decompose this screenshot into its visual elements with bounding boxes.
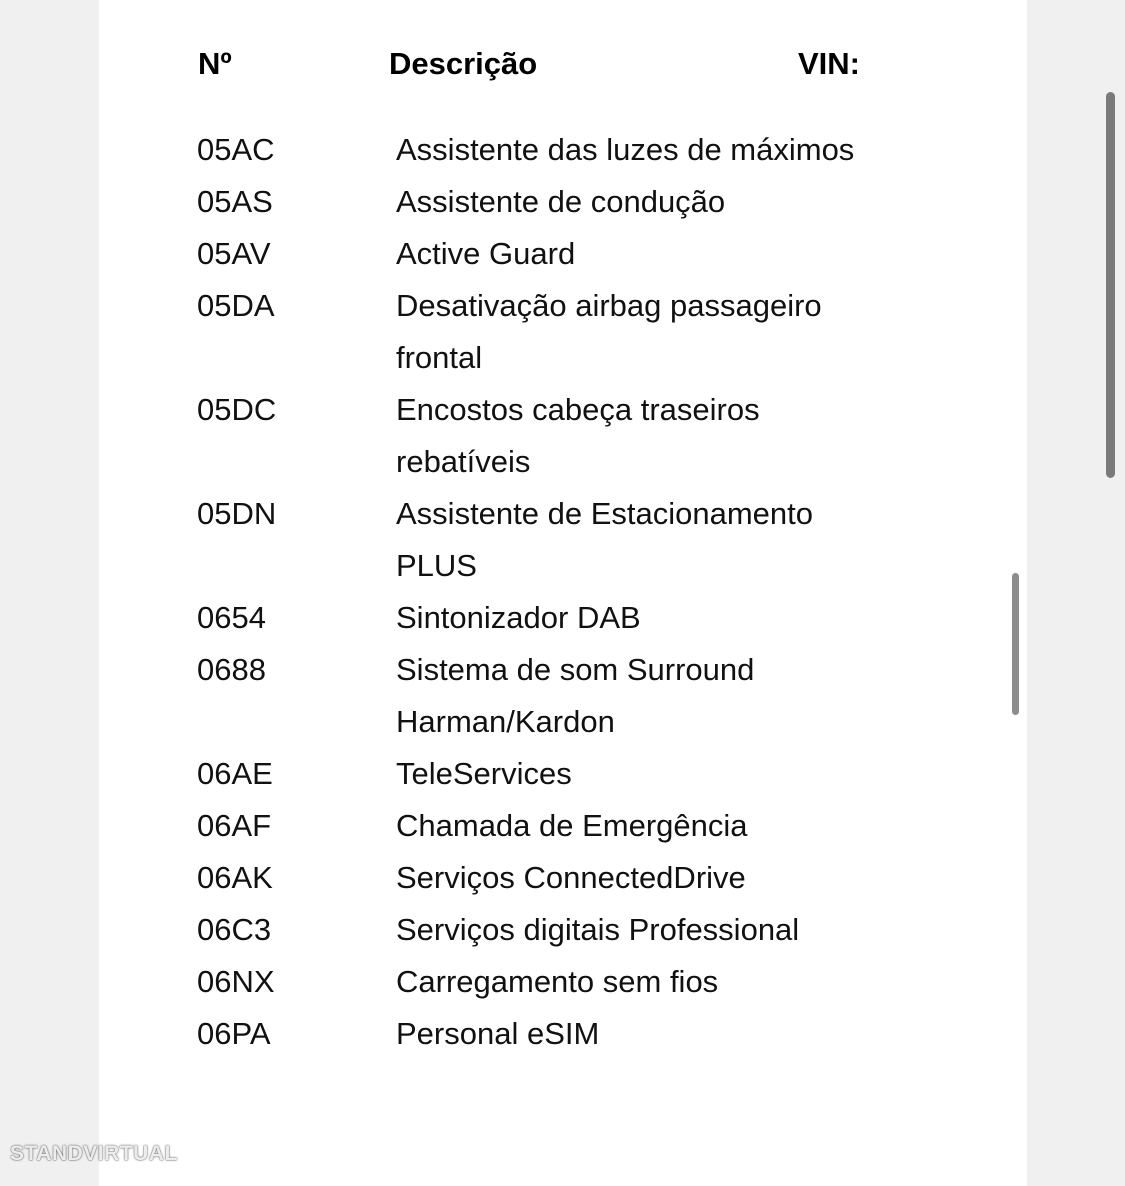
content-scrollbar[interactable] [1012, 573, 1019, 715]
option-code: 06AE [197, 756, 273, 791]
option-description: TeleServices [396, 756, 572, 791]
option-description: Serviços ConnectedDrive [396, 860, 746, 895]
option-description: Assistente de condução [396, 184, 726, 219]
option-code: 05AV [197, 236, 271, 271]
table-row [99, 228, 1027, 280]
page-scrollbar[interactable] [1106, 92, 1115, 478]
option-description: Serviços digitais Professional [396, 912, 800, 947]
table-row [99, 176, 1027, 228]
option-code: 06AK [197, 860, 273, 895]
table-row [99, 644, 1027, 748]
option-description: Sistema de som Surround Harman/Kardon [396, 652, 755, 739]
option-description: Encostos cabeça traseiros rebatíveis [396, 392, 760, 479]
table-row [99, 748, 1027, 800]
option-description: Sintonizador DAB [396, 600, 641, 635]
table-row [99, 852, 1027, 904]
option-description: Personal eSIM [396, 1016, 600, 1051]
document-page [99, 0, 1027, 1186]
option-code: 06C3 [197, 912, 272, 947]
option-code: 05DC [197, 392, 277, 427]
option-code: 06NX [197, 964, 275, 999]
table-row [99, 800, 1027, 852]
option-description: Carregamento sem fios [396, 964, 719, 999]
option-code: 0688 [197, 652, 266, 687]
table-row [99, 592, 1027, 644]
table-row [99, 904, 1027, 956]
option-code: 05AS [197, 184, 273, 219]
option-code: 06PA [197, 1016, 271, 1051]
table-row [99, 384, 1027, 488]
table-header [99, 46, 1027, 90]
table-row [99, 956, 1027, 1008]
option-code: 05DN [197, 496, 277, 531]
table-row [99, 488, 1027, 592]
option-description: Chamada de Emergência [396, 808, 748, 843]
option-code: 05DA [197, 288, 275, 323]
table-row [99, 124, 1027, 176]
option-code: 0654 [197, 600, 266, 635]
options-list [99, 124, 1027, 1060]
header-description: Descrição [389, 46, 538, 81]
table-row [99, 1008, 1027, 1060]
option-description: Assistente de Estacionamento PLUS [396, 496, 814, 583]
option-code: 05AC [197, 132, 275, 167]
header-vin: VIN: [798, 46, 860, 81]
header-number: Nº [198, 46, 232, 81]
option-description: Desativação airbag passageiro frontal [396, 288, 822, 375]
standvirtual-watermark: STANDVIRTUAL [10, 1142, 178, 1165]
table-row [99, 280, 1027, 384]
option-code: 06AF [197, 808, 272, 843]
option-description: Assistente das luzes de máximos [396, 132, 855, 167]
option-description: Active Guard [396, 236, 576, 271]
